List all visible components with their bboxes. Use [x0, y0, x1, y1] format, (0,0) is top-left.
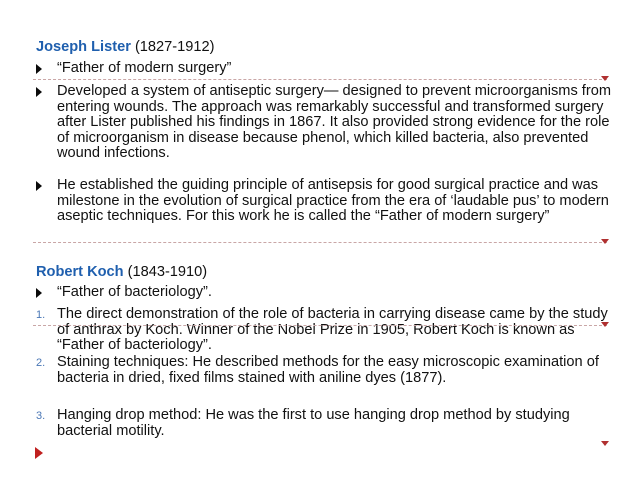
chevron-down-icon — [601, 239, 609, 244]
bullet-arrow-icon — [36, 87, 42, 97]
divider — [33, 79, 607, 80]
bullet-text: “Father of modern surgery” — [57, 60, 232, 76]
lister-years: (1827-1912) — [130, 39, 215, 55]
lister-name: Joseph Lister — [36, 39, 131, 55]
lister-heading — [36, 39, 214, 56]
chevron-down-icon — [601, 76, 609, 81]
bullet-text: Developed a system of antiseptic surgery— designed to prevent microorganisms from entering wounds. The approach was remarkably successful and transformed surgery after Lister published his findings in 1867. It also provided strong evidence for the role of microorganism in disease because phenol, which killed bacteria, also prevented wound infections. — [57, 83, 611, 162]
corner-triangle-icon — [35, 447, 43, 459]
bullet-arrow-icon — [36, 181, 42, 191]
koch-heading — [36, 264, 207, 281]
bullet-arrow-icon — [36, 288, 42, 298]
chevron-down-icon — [601, 322, 609, 327]
bullet-arrow-icon — [36, 64, 42, 74]
divider — [33, 325, 607, 326]
koch-years: (1843-1910) — [123, 264, 208, 280]
list-number: 2. — [36, 357, 46, 369]
bullet-text: He established the guiding principle of antisepsis for good surgical practice and was milestone in the evolution of surgical practice from the era of ‘laudable pus’ to modern aseptic techniques. For this work he is called the “Father of modern surgery” — [57, 177, 609, 225]
list-number: 1. — [36, 309, 46, 321]
list-item-text: Hanging drop method: He was the first to use hanging drop method by studying bacterial motility. — [57, 407, 570, 439]
divider — [33, 242, 607, 243]
bullet-text: “Father of bacteriology”. — [57, 284, 212, 300]
list-item-text: Staining techniques: He described methods for the easy microscopic examination of bacteria in dried, fixed films stained with aniline dyes (1877). — [57, 354, 599, 386]
chevron-down-icon — [601, 441, 609, 446]
koch-name: Robert Koch — [36, 264, 124, 280]
list-number: 3. — [36, 410, 46, 422]
list-item-text: The direct demonstration of the role of bacteria in carrying disease came by the study of anthrax by Koch. Winner of the Nobel Prize in 1905, Robert Koch is known as “Father of bacteriology”. — [57, 306, 608, 354]
